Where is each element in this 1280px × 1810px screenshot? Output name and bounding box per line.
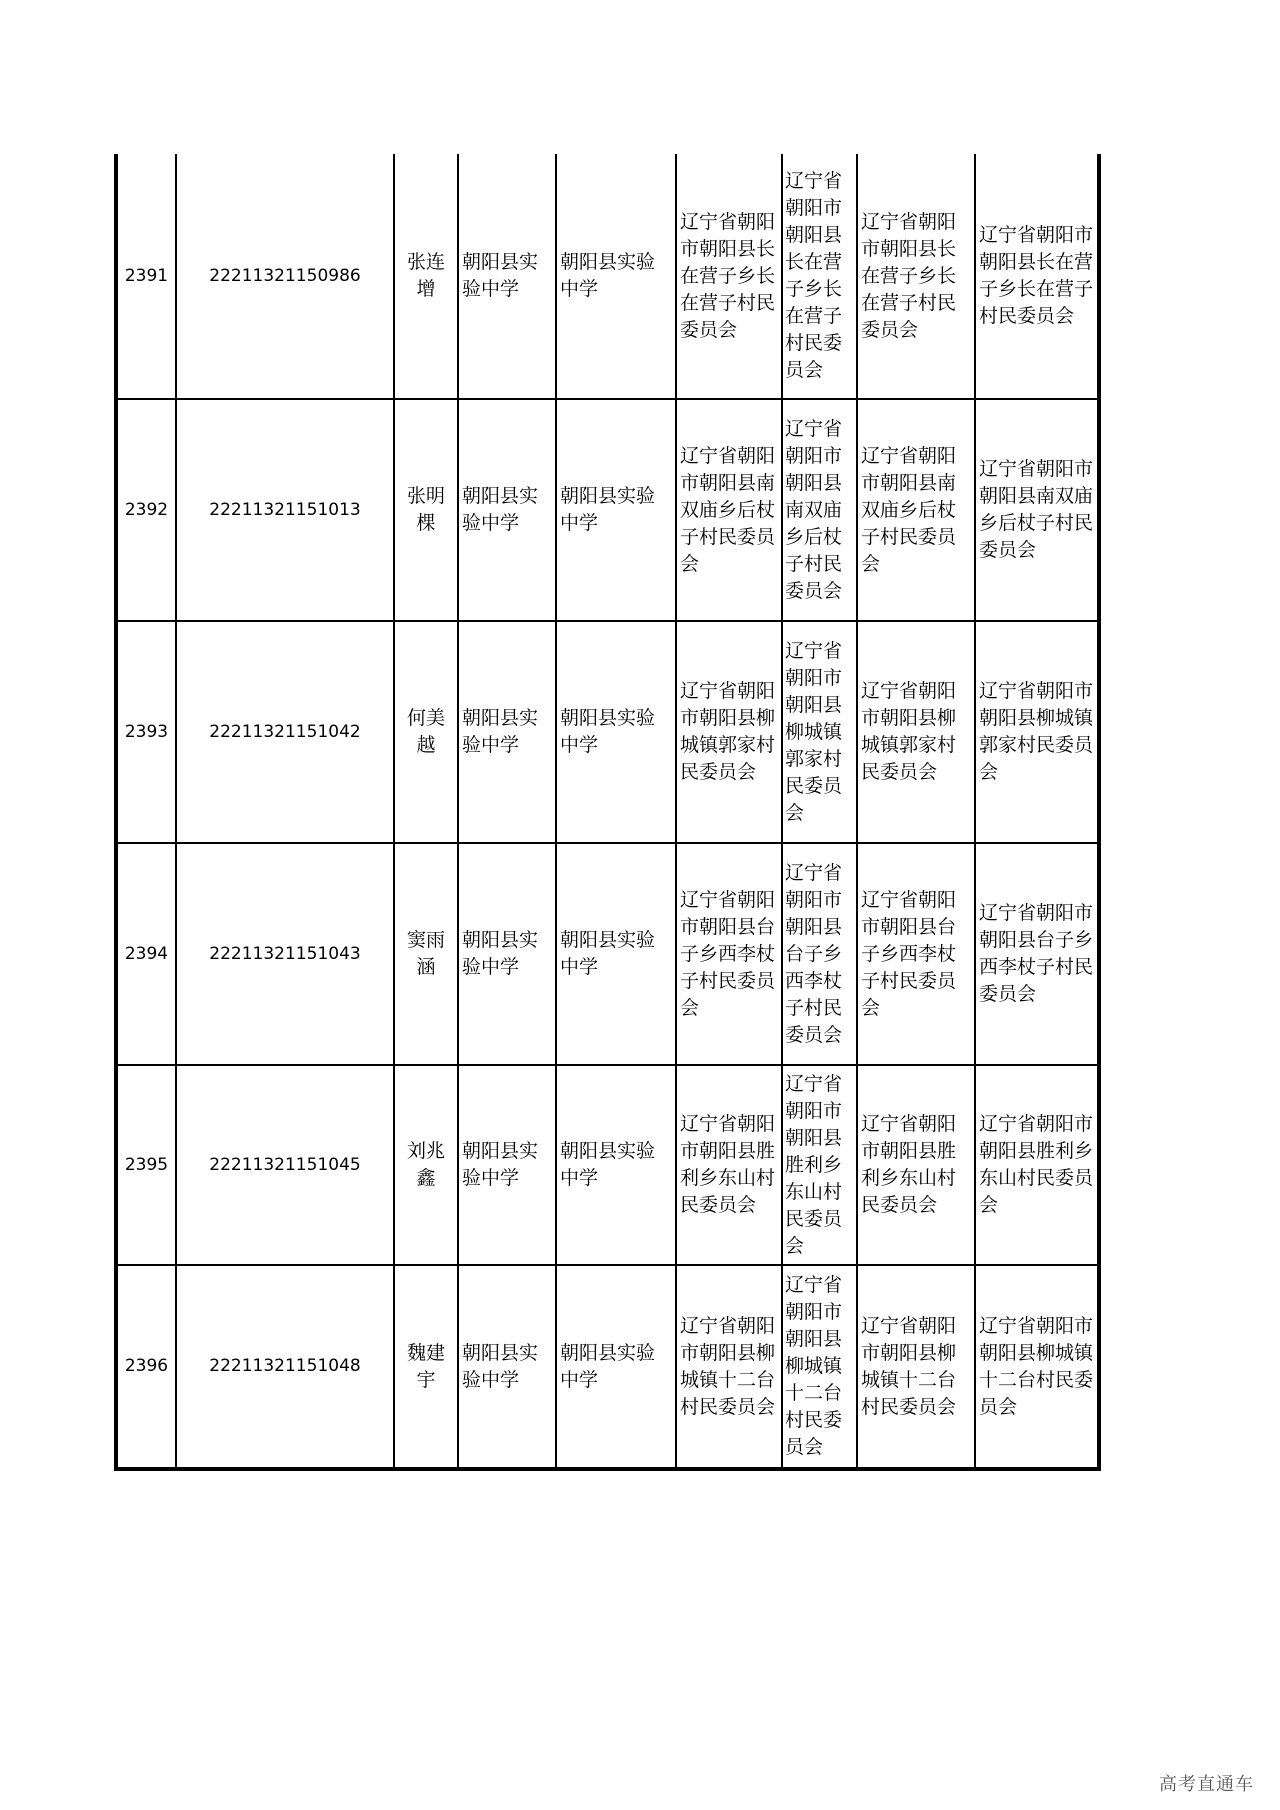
school-cell: 朝阳县实验中学	[458, 154, 556, 399]
table-row	[116, 621, 1099, 843]
exam-id-cell: 22211321151045	[176, 1065, 394, 1265]
table-row	[116, 1265, 1099, 1469]
school-cell-2: 朝阳县实验中学	[556, 399, 676, 621]
address-cell-4: 辽宁省朝阳市朝阳县柳城镇十二台村民委员会	[975, 1265, 1099, 1469]
address-cell-1: 辽宁省朝阳市朝阳县胜利乡东山村民委员会	[676, 1065, 782, 1265]
seq-cell: 2391	[116, 154, 176, 399]
student-name-cell: 魏建宇	[394, 1265, 458, 1469]
watermark: 高考直通车	[1159, 1774, 1254, 1795]
school-cell-2: 朝阳县实验中学	[556, 154, 676, 399]
address-cell-3: 辽宁省朝阳市朝阳县长在营子乡长在营子村民委员会	[857, 154, 975, 399]
exam-id-cell: 22211321151048	[176, 1265, 394, 1469]
school-cell: 朝阳县实验中学	[458, 1065, 556, 1265]
address-cell-1: 辽宁省朝阳市朝阳县长在营子乡长在营子村民委员会	[676, 154, 782, 399]
address-cell-4: 辽宁省朝阳市朝阳县台子乡西李杖子村民委员会	[975, 843, 1099, 1065]
table-body	[116, 154, 1099, 1469]
address-cell-3: 辽宁省朝阳市朝阳县台子乡西李杖子村民委员会	[857, 843, 975, 1065]
student-name-cell: 张明棵	[394, 399, 458, 621]
school-cell: 朝阳县实验中学	[458, 621, 556, 843]
school-cell: 朝阳县实验中学	[458, 399, 556, 621]
seq-cell: 2393	[116, 621, 176, 843]
school-cell-2: 朝阳县实验中学	[556, 843, 676, 1065]
school-cell-2: 朝阳县实验中学	[556, 1065, 676, 1265]
address-cell-2: 辽宁省朝阳市朝阳县长在营子乡长在营子村民委员会	[782, 154, 857, 399]
seq-cell: 2394	[116, 843, 176, 1065]
school-cell-2: 朝阳县实验中学	[556, 621, 676, 843]
table-row	[116, 154, 1099, 399]
address-cell-4: 辽宁省朝阳市朝阳县胜利乡东山村民委员会	[975, 1065, 1099, 1265]
address-cell-3: 辽宁省朝阳市朝阳县柳城镇十二台村民委员会	[857, 1265, 975, 1469]
table-row	[116, 1065, 1099, 1265]
address-cell-1: 辽宁省朝阳市朝阳县柳城镇郭家村民委员会	[676, 621, 782, 843]
exam-id-cell: 22211321151042	[176, 621, 394, 843]
address-cell-4: 辽宁省朝阳市朝阳县南双庙乡后杖子村民委员会	[975, 399, 1099, 621]
student-name-cell: 窦雨涵	[394, 843, 458, 1065]
exam-id-cell: 22211321151043	[176, 843, 394, 1065]
address-cell-4: 辽宁省朝阳市朝阳县柳城镇郭家村民委员会	[975, 621, 1099, 843]
student-table	[114, 154, 1101, 1471]
school-cell-2: 朝阳县实验中学	[556, 1265, 676, 1469]
address-cell-3: 辽宁省朝阳市朝阳县柳城镇郭家村民委员会	[857, 621, 975, 843]
address-cell-2: 辽宁省朝阳市朝阳县南双庙乡后杖子村民委员会	[782, 399, 857, 621]
address-cell-3: 辽宁省朝阳市朝阳县南双庙乡后杖子村民委员会	[857, 399, 975, 621]
student-name-cell: 张连增	[394, 154, 458, 399]
address-cell-4: 辽宁省朝阳市朝阳县长在营子乡长在营子村民委员会	[975, 154, 1099, 399]
address-cell-2: 辽宁省朝阳市朝阳县胜利乡东山村民委员会	[782, 1065, 857, 1265]
address-cell-2: 辽宁省朝阳市朝阳县台子乡西李杖子村民委员会	[782, 843, 857, 1065]
exam-id-cell: 22211321150986	[176, 154, 394, 399]
school-cell: 朝阳县实验中学	[458, 1265, 556, 1469]
address-cell-2: 辽宁省朝阳市朝阳县柳城镇郭家村民委员会	[782, 621, 857, 843]
table-row	[116, 399, 1099, 621]
school-cell: 朝阳县实验中学	[458, 843, 556, 1065]
address-cell-1: 辽宁省朝阳市朝阳县柳城镇十二台村民委员会	[676, 1265, 782, 1469]
address-cell-3: 辽宁省朝阳市朝阳县胜利乡东山村民委员会	[857, 1065, 975, 1265]
address-cell-1: 辽宁省朝阳市朝阳县南双庙乡后杖子村民委员会	[676, 399, 782, 621]
address-cell-1: 辽宁省朝阳市朝阳县台子乡西李杖子村民委员会	[676, 843, 782, 1065]
student-name-cell: 何美越	[394, 621, 458, 843]
exam-id-cell: 22211321151013	[176, 399, 394, 621]
address-cell-2: 辽宁省朝阳市朝阳县柳城镇十二台村民委员会	[782, 1265, 857, 1469]
table-row	[116, 843, 1099, 1065]
seq-cell: 2392	[116, 399, 176, 621]
seq-cell: 2395	[116, 1065, 176, 1265]
seq-cell: 2396	[116, 1265, 176, 1469]
student-name-cell: 刘兆鑫	[394, 1065, 458, 1265]
